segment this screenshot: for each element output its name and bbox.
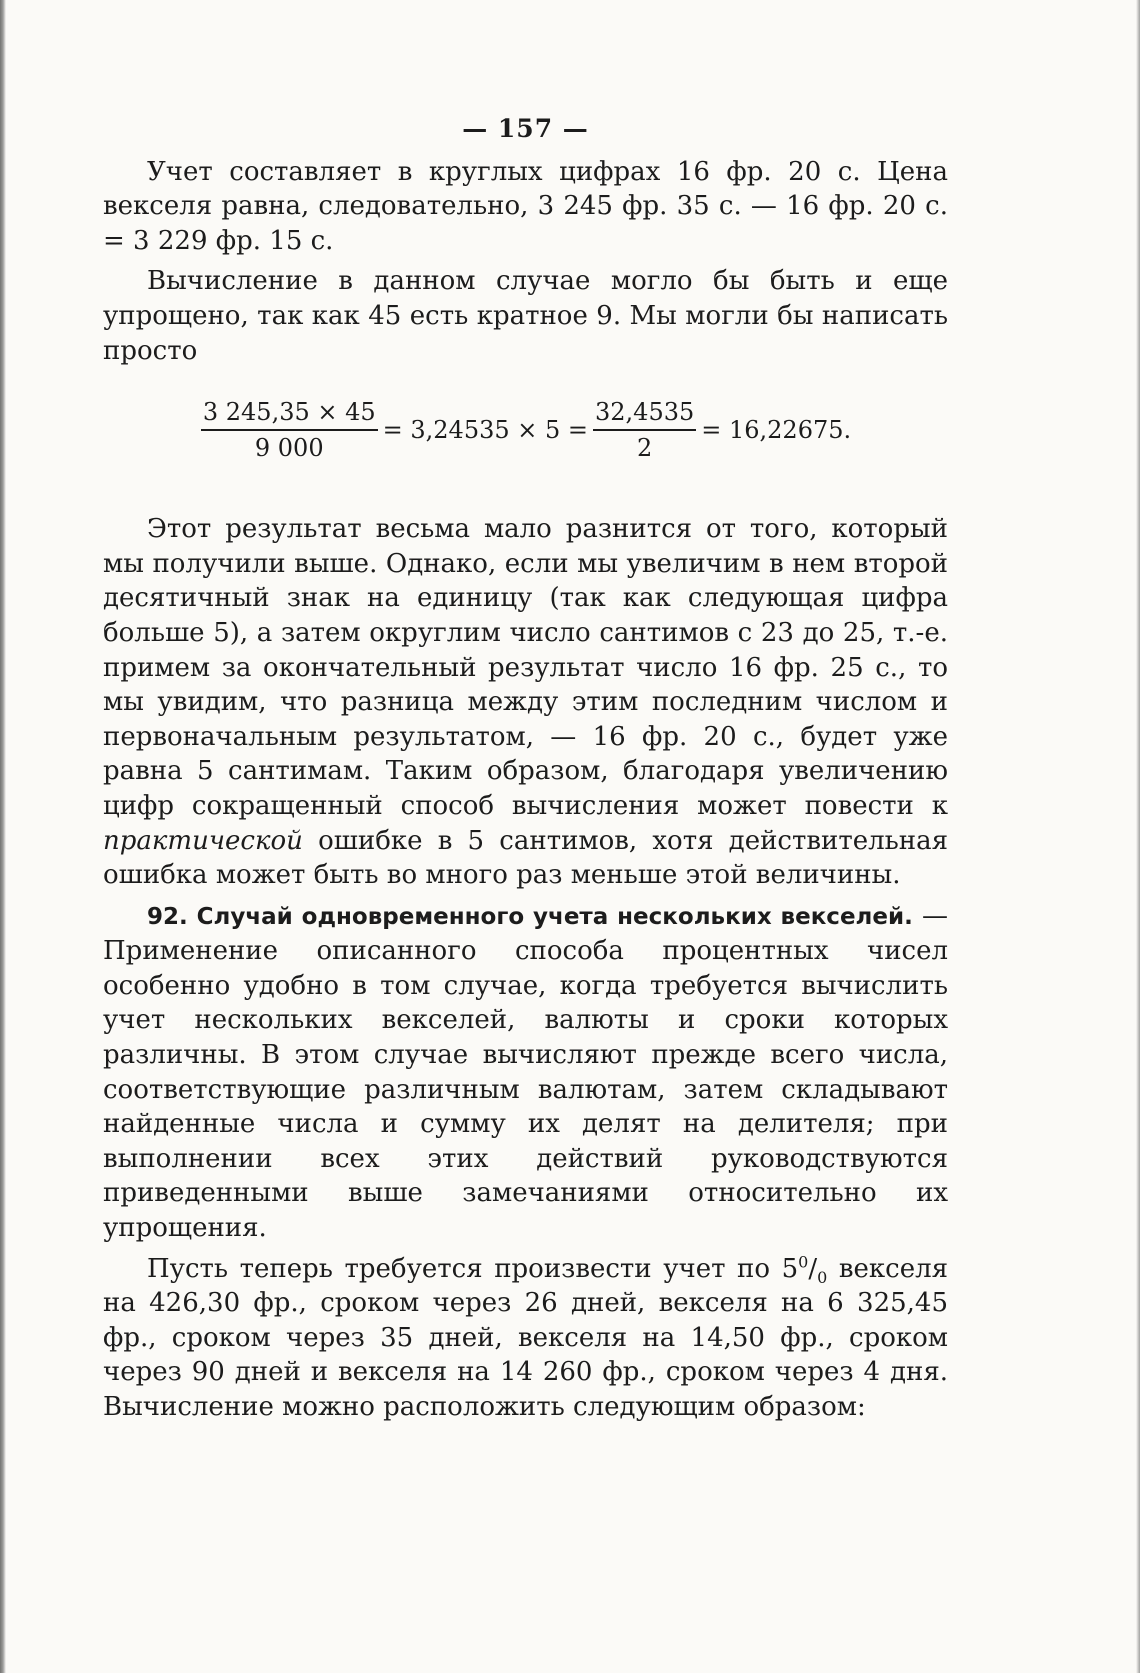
fraction-second bbox=[593, 398, 696, 462]
formula-middle: = 3,24535 × 5 = bbox=[382, 415, 588, 444]
paragraph-section-92 bbox=[103, 899, 948, 1246]
fraction-first bbox=[201, 398, 378, 462]
formula bbox=[103, 398, 948, 462]
percent-sup: 0 bbox=[798, 1251, 809, 1271]
section-heading: 92. Случай одновременного учета нескольких векселей. bbox=[147, 903, 913, 930]
paragraph-discount-result: Учет составляет в круглых цифрах 16 фр. 20 с. Цена векселя равна, следовательно, 3 245 фр. 35 с. — 16 фр. 20 с. = 3 229 фр. 15 с. bbox=[103, 156, 948, 256]
paragraph-simplification: Вычисление в данном случае могло бы быть и еще упрощено, так как 45 есть кратное 9. Мы могли бы написать просто bbox=[103, 266, 948, 366]
example-text-start: Пусть теперь требуется произвести учет по 5 bbox=[147, 1253, 799, 1284]
fraction-first-denominator: 9 000 bbox=[254, 434, 324, 463]
example-text-end: векселя на 426,30 фр., сроком через 26 дней, векселя на 6 325,45 фр., сроком через 35 дней, векселя на 14,50 фр., сроком через 90 дней и векселя на 14 260 фр., сроком через 4 дня. Вычисление можно расположить следующим образом: bbox=[103, 1253, 948, 1422]
fraction-first-numerator: 3 245,35 × 45 bbox=[201, 398, 378, 431]
book-page bbox=[103, 112, 948, 1431]
scan-left-edge bbox=[0, 0, 6, 1673]
page-number: — 157 — bbox=[462, 114, 589, 143]
scan-right-edge bbox=[1136, 0, 1140, 1673]
fraction-second-denominator: 2 bbox=[636, 434, 653, 463]
paragraph-example bbox=[103, 1252, 948, 1425]
paragraph-rounding-error-text: Этот результат весьма мало разнится от того, который мы получили выше. Однако, если мы увеличим в нем второй десятичный знак на единицу (так как следующая цифра больше 5), а затем округлим число сантимов с 23 до 25, т.-е. примем за окончательный результат число 16 фр. 25 с., то мы увидим, что разница между этим последним числом и первоначальным результатом, — 16 фр. 20 с., будет уже равна 5 сантимам. Таким образом, благодаря увеличению цифр сокращенный способ вычисления может повести к bbox=[103, 514, 948, 821]
fraction-second-numerator: 32,4535 bbox=[593, 398, 696, 431]
section-92-text: — Применение описанного способа процентных чисел особенно удобно в том случае, когда требуется вычислить учет нескольких векселей, валюты и сроки которых различны. В этом случае вычисляют прежде всего числа, соответствующие различным валютам, затем складывают найденные числа и сумму их делят на делителя; при выполнении всех этих действий руководствуются приведенными выше замечаниями относительно их упрощения. bbox=[103, 900, 948, 1244]
percent-slash: / bbox=[808, 1253, 818, 1284]
paragraph-rounding-error-end: ошибке в 5 сантимов, хотя действительная ошибка может быть во много раз меньше этой величины. bbox=[103, 825, 948, 891]
italic-practical: практической bbox=[103, 825, 303, 856]
percent-sub: 0 bbox=[817, 1267, 828, 1287]
formula-result: = 16,22675. bbox=[701, 415, 852, 444]
paragraph-rounding-error bbox=[103, 512, 948, 893]
